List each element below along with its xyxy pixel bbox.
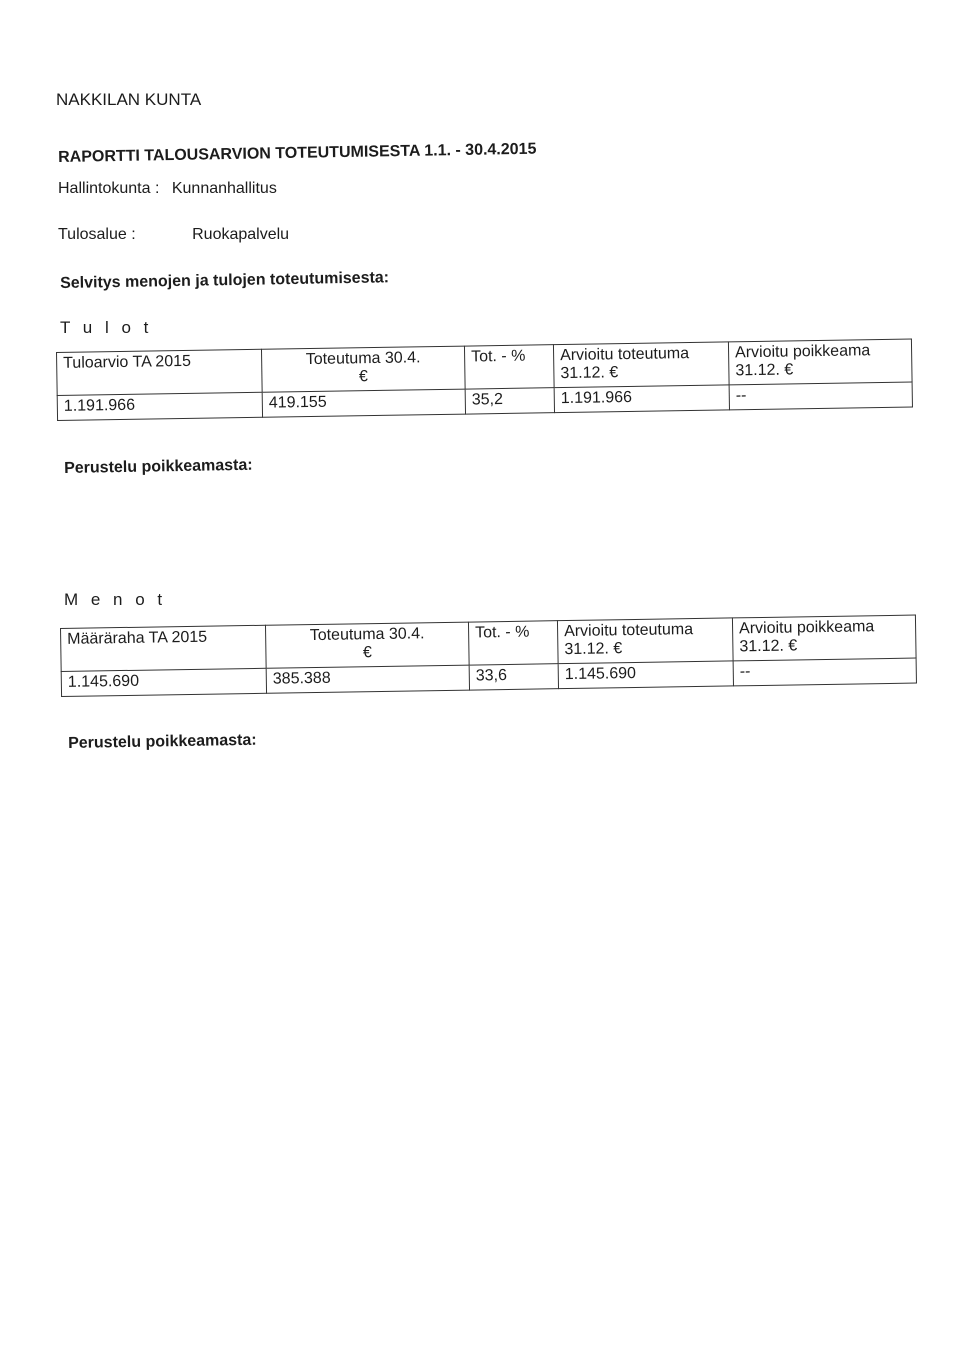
income-reason-label: Perustelu poikkeamasta:: [64, 456, 253, 477]
expense-percent-value: 33,6: [469, 664, 558, 690]
income-budget-value: 1.191.966: [57, 392, 262, 420]
admin-value: Kunnanhallitus: [171, 180, 277, 197]
organization-name: NAKKILAN KUNTA: [56, 90, 202, 109]
expense-table: [60, 615, 917, 697]
income-percent-value: 35,2: [465, 388, 554, 414]
income-header-percent: Tot. - %: [464, 345, 554, 389]
admin-label: Hallintokunta :: [58, 180, 160, 197]
area-label: Tulosalue :: [58, 226, 136, 243]
income-heading: T u l o t: [60, 318, 153, 337]
explanation-heading: Selvitys menojen ja tulojen toteutumisesta:: [60, 269, 390, 292]
expense-header-percent: Tot. - %: [468, 621, 558, 665]
admin-row: [58, 180, 277, 198]
expense-header-deviation: Arvioitu poikkeama 31.12. €: [732, 615, 916, 661]
income-header-deviation: Arvioitu poikkeama 31.12. €: [728, 339, 912, 385]
expense-budget-value: 1.145.690: [61, 668, 266, 696]
report-title: RAPORTTI TALOUSARVION TOTEUTUMISESTA 1.1. - 30.4.2015: [58, 140, 537, 166]
expense-reason-label: Perustelu poikkeamasta:: [68, 731, 257, 752]
expense-estimate-value: 1.145.690: [558, 661, 733, 689]
income-header-actual: Toteutuma 30.4. €: [261, 346, 465, 392]
expense-header-estimate: Arvioitu toteutuma 31.12. €: [557, 618, 733, 664]
income-header-budget: Tuloarvio TA 2015: [57, 349, 263, 395]
expense-header-actual: Toteutuma 30.4. €: [265, 622, 469, 668]
expense-header-budget: Määräraha TA 2015: [61, 625, 267, 671]
expense-actual-value: 385.388: [266, 665, 469, 693]
income-header-estimate: Arvioitu toteutuma 31.12. €: [553, 342, 729, 388]
income-table: [56, 339, 913, 421]
income-estimate-value: 1.191.966: [554, 385, 729, 413]
area-value: Ruokapalvelu: [192, 226, 290, 243]
area-row: [58, 226, 289, 244]
expense-heading: M e n o t: [64, 590, 167, 609]
income-actual-value: 419.155: [262, 389, 465, 417]
expense-deviation-value: --: [733, 658, 916, 686]
income-deviation-value: --: [729, 382, 912, 410]
